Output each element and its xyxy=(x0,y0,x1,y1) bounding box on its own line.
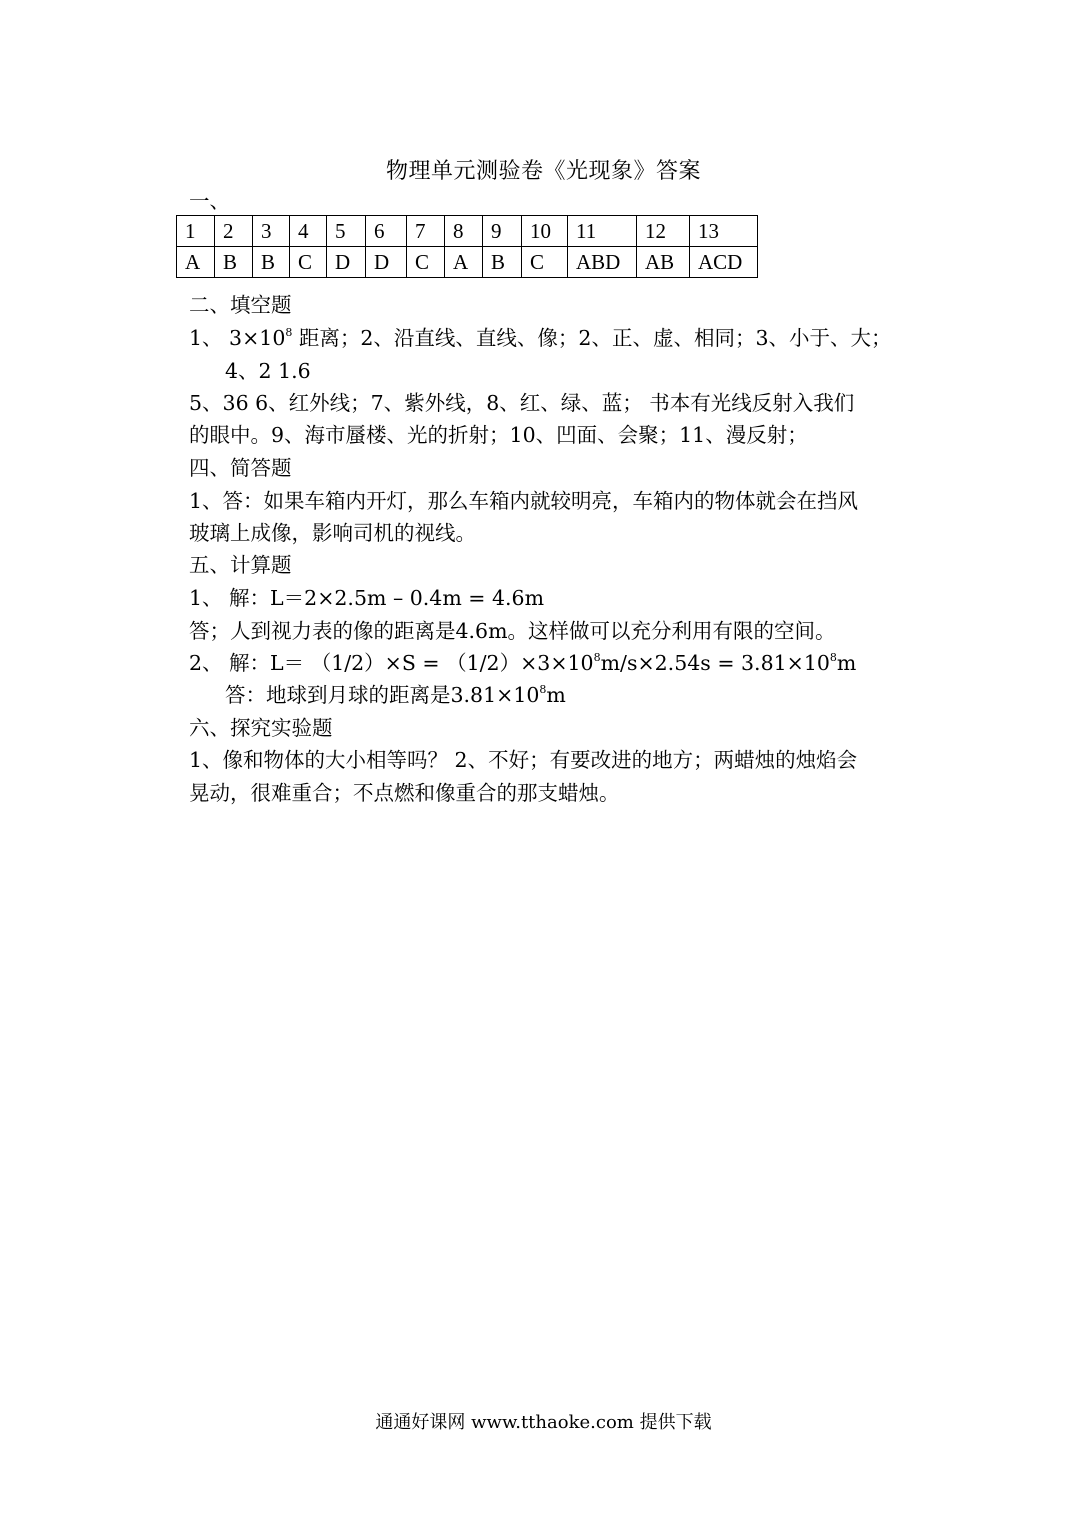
text-line: 答；人到视力表的像的距离是4.6m。这样做可以充分利用有限的空间。 xyxy=(189,619,836,643)
text-span: 1、 3×10 xyxy=(189,326,286,350)
footer-text: 通通好课网 www.tthaoke.com 提供下载 xyxy=(375,1412,712,1433)
question-number-row xyxy=(177,216,758,247)
table-cell: D xyxy=(366,247,407,278)
table-cell: C xyxy=(522,247,568,278)
section-1-heading: 一、 xyxy=(189,189,230,213)
table-cell: AB xyxy=(637,247,690,278)
text-line xyxy=(189,321,892,351)
exponent: 8 xyxy=(539,683,547,696)
table-cell: 9 xyxy=(483,216,522,247)
table-cell: 2 xyxy=(215,216,253,247)
table-cell: 12 xyxy=(637,216,690,247)
table-cell: D xyxy=(327,247,366,278)
section-2-heading: 二、填空题 xyxy=(189,293,292,317)
text-line xyxy=(189,646,856,676)
exponent: 8 xyxy=(285,326,293,339)
text-span: m xyxy=(546,683,566,707)
exponent: 8 xyxy=(593,651,601,664)
section-5-heading: 五、计算题 xyxy=(189,553,292,577)
text-span: 答：地球到月球的距离是3.81×10 xyxy=(225,683,540,707)
table-cell: 1 xyxy=(177,216,215,247)
text-line: 1、 解：L＝2×2.5m – 0.4m = 4.6m xyxy=(189,586,545,610)
table-cell: 7 xyxy=(407,216,445,247)
answer-row xyxy=(177,247,758,278)
text-line: 5、36 6、红外线；7、紫外线，8、红、绿、蓝； 书本有光线反射入我们 xyxy=(189,391,855,415)
table-cell: 11 xyxy=(568,216,637,247)
table-cell: 4 xyxy=(290,216,327,247)
table-cell: ABD xyxy=(568,247,637,278)
table-cell: ACD xyxy=(690,247,758,278)
text-span: m xyxy=(836,651,857,675)
text-span: 2、 解：L＝ （1/2）×S = （1/2）×3×10 xyxy=(189,651,594,675)
section-6-heading: 六、探究实验题 xyxy=(189,716,333,740)
text-line: 1、像和物体的大小相等吗？ 2、不好；有要改进的地方；两蜡烛的烛焰会 xyxy=(189,748,858,772)
text-line xyxy=(225,678,566,708)
text-line: 玻璃上成像，影响司机的视线。 xyxy=(189,521,476,545)
table-cell: 10 xyxy=(522,216,568,247)
table-cell: C xyxy=(290,247,327,278)
section-4-heading: 四、简答题 xyxy=(189,456,292,480)
table-cell: 3 xyxy=(253,216,290,247)
table-cell: B xyxy=(483,247,522,278)
answer-table xyxy=(176,215,758,278)
text-span: m/s×2.54s = 3.81×10 xyxy=(600,651,830,675)
table-cell: A xyxy=(177,247,215,278)
table-cell: B xyxy=(215,247,253,278)
table-cell: 6 xyxy=(366,216,407,247)
table-cell: 8 xyxy=(445,216,483,247)
table-cell: B xyxy=(253,247,290,278)
table-cell: 13 xyxy=(690,216,758,247)
exponent: 8 xyxy=(829,651,837,664)
text-line: 的眼中。9、海市蜃楼、光的折射；10、凹面、会聚；11、漫反射； xyxy=(189,423,808,447)
table-cell: 5 xyxy=(327,216,366,247)
text-line: 晃动，很难重合；不点燃和像重合的那支蜡烛。 xyxy=(189,781,620,805)
text-line: 1、答：如果车箱内开灯，那么车箱内就较明亮，车箱内的物体就会在挡风 xyxy=(189,489,859,513)
table-cell: A xyxy=(445,247,483,278)
text-span: 距离；2、沿直线、直线、像；2、正、虚、相同；3、小于、大； xyxy=(292,326,892,350)
page-title: 物理单元测验卷《光现象》答案 xyxy=(385,159,701,184)
table-cell: C xyxy=(407,247,445,278)
text-line: 4、2 1.6 xyxy=(225,359,311,383)
